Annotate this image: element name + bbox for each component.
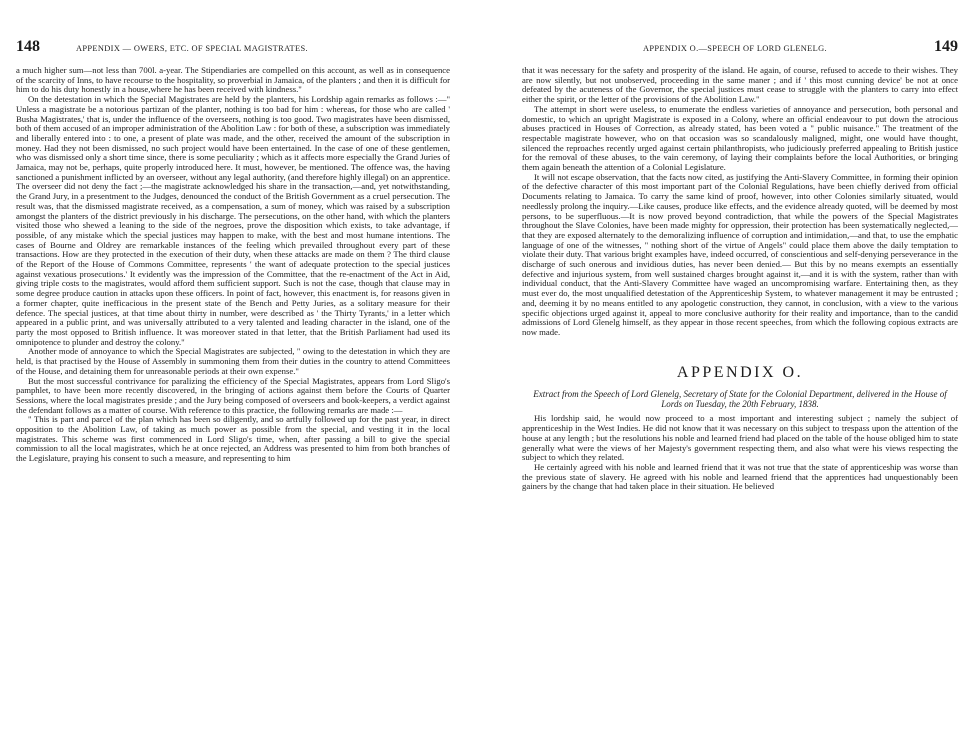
speech-paragraph: He certainly agreed with his noble and learned friend that it was not true that the state of apprenticeship was worse than the previous state of slavery. He agreed with his noble and learned friend that the apprentices had unquestionably been gainers by the change that had taken place in their situation. He believed bbox=[522, 461, 958, 492]
speech-paragraph: His lordship said, he would now proceed to a most important and interesting subject ; namely the subject of apprenticeship in the West Indies. He did not know that it was necessary on this subject to trespass upon the attention of the house at any length ; but the resolutions his noble and learned friend had placed on the table of the house obliged him to state generally what were the views of her Majesty's government respecting them, and also what were his views respecting the subject to which they related. bbox=[522, 413, 958, 463]
right-page bbox=[522, 0, 958, 729]
paragraph: a much higher sum—not less than 700l. a-year. The Stipendiaries are compelled on this account, as well as in consequence of the scarcity of Inns, to have recourse to the hospitality, so proverbial in Jamaica, of the planters ; and then it is difficult for him to do his duty honestly in a house,where he has been received with kindness." bbox=[16, 65, 450, 95]
extract-caption: Extract from the Speech of Lord Glenelg, Secretary of State for the Colonial Department, delivered in the House of Lords on Tuesday, the 20th February, 1838. bbox=[533, 389, 947, 410]
paragraph: On the detestation in which the Special Magistrates are held by the planters, his Lordship again remarks as follows :—" Unless a magistrate be a notorious partizan of the planter, nothing is too bad for him : whereas, for those who are called ' Busha Magistrates,' that is, under the influence of the overseers, nothing is too good. Two magistrates have been dismissed, both of them accused of an improper administration of the Abolition Law : for both of these, a subscription was immediately and liberally entered into : to one, a present of plate was made, and the other, received the amount of the subscription in money. Had they not been dismissed, no such project would have been entertained. In the case of one of these gentlemen, who was dismissed only a short time since, there is some peculiarity ; which as it affects more especially the Grand Juries of Jamaica, may not be, perhaps, quite properly introduced here. It must, however, be mentioned. The offence was, the having sanctioned a punishment inflicted by an overseer, without any legal authority, (and therefore highly illegal) on an apprentice. The overseer did not deny the fact ;—the magistrate acknowledged his share in the transaction,—and, yet notwithstanding, the Grand Jury, in a presentment to the Judges, denounced the conduct of the British Government as a cruel persecution. The result was, that the dismissed magistrate received, as a compensation, a sum of money, which was raised by a subscription amongst the planters of the district previously in his discharge. The persecutions, on the other hand, with which the planters visited those who shewed a leaning to the side of the negroes, prove the disposition which exists, to take advantage, if possible, of any mistake which the special justices may happen to make, with the best and most humane intentions. The cases of Bourne and Oldrey are remarkable instances of the feeling which prevailed throughout every part of these transactions. How are they protected in the execution of their duty, when these attacks are made on them ? The third clause of the Report of the House of Commons Committee, represents ' the want of adequate protection to the special justices against vexatious prosecutions.' It evidently was the impression of the Committee, that the re-enactment of the Act in Aid, giving triple costs to the magistrates, would afford them sufficient support. Such is not the case, though that clause may in some degree produce caution in attacks upon these officers. In point of fact, however, this enactment is, for reasons given in a former chapter, quite inefficacious in the present state of the Bench and Petty Juries, as a solitary measure for their defence. The special justices, at that time about thirty in number, were described as ' the Thirty Tyrants,' in a letter which appeared in a public print, and was universally attributed to a very talented and leading character in the island, one of the party the most opposed to British influence. It was moreover stated in that letter, that the British Parliament had used its omnipotence to plunder and destroy the colony." bbox=[16, 94, 450, 347]
paragraph: It will not escape observation, that the facts now cited, as justifying the Anti-Slavery Committee, in forming their opinion of the defective character of this most important part of the Colonial Regulations, have been chiefly derived from official Documents relating to Jamaica. To carry the same kind of proof, however, into other Colonies similarly situated, would needlessly prolong the inquiry.—Like causes, produce like effects, and the evidence already quoted, will be deemed by most persons, to be superfluous.—It is now proved beyond contradiction, that while the powers of the Special Magistrates throughout the Slave Colonies, have been made mighty for oppression, their protection has been systematically neglected,—that they are exposed alternately to the demoralizing influence of corruption and intimidation,—and that, to use the emphatic language of one of the witnesses, " nothing short of the virtue of Angels" could place them above the daily temptation to violate their duty. That various bright examples have, indeed occurred, of conscientious and self-denying perseverance in the discharge of such onerous and invidious duties, has never been denied.— But this by no means exempts an essentially defective and injurious system, from well sustained charges brought against it,—and it is with the system, rather than with individual conduct, that the Anti-Slavery Committee have waged an uncompromising warfare. Entertaining then, as they must ever do, the most unqualified detestation of the Apprenticeship System, to whatever management it may be entrusted ; and, deeming it by no means entitled to any apologetic construction, they cannot, in conclusion, with a view to the various specific objections urged against it, appeal to more conclusive authority for their reality and importance, than to the candid admissions of Lord Glenelg himself, as they appear in those recent speeches, from which the following copious extracts are now made. bbox=[522, 171, 958, 337]
left-page bbox=[16, 0, 450, 729]
right-page-number: 149 bbox=[934, 38, 958, 55]
left-running-title: APPENDIX — OWERS, ETC. OF SPECIAL MAGISTRATES. bbox=[76, 44, 308, 53]
left-running-head bbox=[16, 38, 450, 56]
right-body-text bbox=[522, 66, 958, 728]
paragraph: " This is part and parcel of the plan which has been so diligently, and so artfully followed up for the past year, in direct opposition to the Abolition Law, of taking as much power as possible from the special, and vesting it in the local magistrates. This scheme was first commenced in Lord Sligo's time, when, after passing a bill to give the special commission to all the local magistrates, which he at once rejected, an Address was presented to him from both branches of the Legislature, praying his consent to such a measure, and representing to him bbox=[16, 414, 450, 464]
appendix-heading: APPENDIX O. bbox=[676, 363, 804, 381]
paragraph: But the most successful contrivance for paralizing the efficiency of the Special Magistrates, appears from Lord Sligo's pamphlet, to have been more recently discovered, in the bringing of actions against them before the Courts of Quarter Sessions, where the local magistrates preside ; and the Jury being composed of overseers and book-keepers, a verdict against the defendant follows as a matter of course. With reference to this practice, the following remarks are made :— bbox=[16, 375, 450, 415]
paragraph: that it was necessary for the safety and prosperity of the island. He again, of course, refused to accede to their wishes. They are now silently, but not unobserved, proceeding in the same maner ; and if ' this most cunning device' be not at once defeated by the acuteness of the Governor, the special justices must cease to struggle with the planters to carry into effect either the spirit, or the letter of the provisions of the Abolition Law." bbox=[522, 65, 958, 105]
right-running-title: APPENDIX O.—SPEECH OF LORD GLENELG. bbox=[643, 44, 827, 53]
paragraph: Another mode of annoyance to which the Special Magistrates are subjected, " owing to the detestation in which they are held, is that practised by the House of Assembly in summoning them from their duties in the country to attend Committees of the House, and detaining them for unreasonable periods at their own expense." bbox=[16, 346, 450, 376]
right-running-head bbox=[522, 38, 958, 56]
left-page-number: 148 bbox=[16, 38, 40, 55]
paragraph: The attempt in short were useless, to enumerate the endless varieties of annoyance and persecution, both personal and domestic, to which an upright Magistrate is exposed in a Colony, where an official endeavour to put down the atrocious abuses practiced in Houses of Correction, as already stated, has been voted a " public nuisance." The treatment of the respectable magistrate however, who on that occasion was so scandalously maligned, might, one would have thought, silenced the reproaches recently urged against certain philanthropists, who judiciously preferred appealing to British justice for the removal of these abuses, to the vain ceremony, of laying their complaints before the local Authorities, or bringing them again beneath the attention of a Colonial Legislature. bbox=[522, 103, 958, 173]
left-body-text bbox=[16, 66, 450, 728]
